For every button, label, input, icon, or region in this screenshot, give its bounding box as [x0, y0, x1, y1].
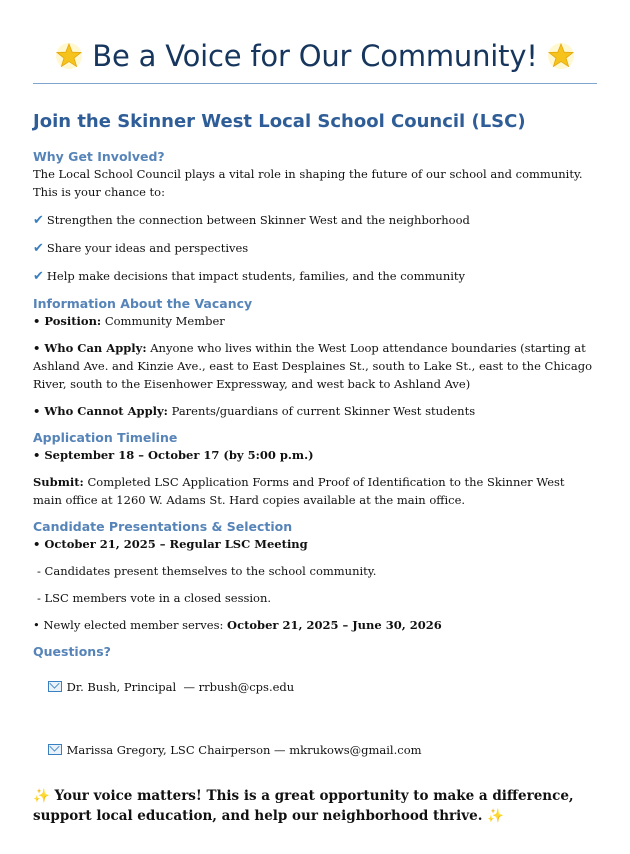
sparkles-icon: ✨: [487, 808, 504, 824]
can-apply-label: Who Can Apply:: [44, 341, 147, 355]
timeline-heading: Application Timeline: [33, 430, 178, 445]
checkmark-icon: ✔: [33, 213, 44, 228]
contact-line: Marissa Gregory, LSC Chairperson — mkrukows@gmail.com: [33, 723, 597, 777]
can-apply-value: Anyone who lives within the West Loop attendance boundaries (starting at Ashland Ave. and Kinzie Ave., east to East Desplaines St., south to Lake St., east to the Chicago River, south to the Eisenhower Expressway, and west back to Ashland Ave): [33, 341, 592, 391]
main-heading: Join the Skinner West Local School Council (LSC): [33, 111, 526, 132]
closing-message: ✨ Your voice matters! This is a great opportunity to make a difference, support local education, and help our neighborhood thrive. ✨: [33, 788, 574, 824]
checkmark-icon: ✔: [33, 241, 44, 256]
why-heading: Why Get Involved?: [33, 149, 165, 164]
can-apply-line: • Who Can Apply: Anyone who lives within the West Loop attendance boundaries (starting at Ashland Ave. and Kinzie Ave., east to East Desplaines St., south to Lake St., east to the Chicago River, south to the Eisenhower Expressway, and west back to Ashland Ave): [33, 341, 592, 391]
submit-label: Submit:: [33, 475, 84, 489]
step-item: - Candidates present themselves to the school community.: [37, 564, 377, 578]
benefit-item: ✔ Help make decisions that impact students, families, and the community: [33, 269, 466, 284]
title-divider: [33, 83, 597, 84]
timeline-dates: • September 18 – October 17 (by 5:00 p.m.): [33, 448, 314, 462]
sparkles-icon: ✨: [33, 788, 50, 804]
page-title: Be a Voice for Our Community!: [92, 39, 538, 73]
star-icon: [546, 41, 576, 71]
position-label: Position:: [44, 314, 102, 328]
submit-value: Completed LSC Application Forms and Proof of Identification to the Skinner West main office at 1260 W. Adams St. Hard copies available at the main office.: [33, 475, 565, 507]
serves-line: • Newly elected member serves: October 21, 2025 – June 30, 2026: [33, 618, 442, 632]
flyer-page: [0, 31, 630, 854]
star-icon: [54, 41, 84, 71]
title-row: [33, 31, 597, 81]
presentations-heading: Candidate Presentations & Selection: [33, 519, 293, 534]
submit-line: [33, 473, 597, 509]
benefit-item: ✔ Strengthen the connection between Skinner West and the neighborhood: [33, 213, 470, 228]
position-line: • Position: Community Member: [33, 314, 225, 328]
step-item: - LSC members vote in a closed session.: [37, 591, 272, 605]
email-icon: [48, 681, 62, 692]
vacancy-heading: Information About the Vacancy: [33, 296, 253, 311]
cannot-apply-line: • Who Cannot Apply: Parents/guardians of current Skinner West students: [33, 404, 476, 418]
questions-heading: Questions?: [33, 644, 111, 659]
position-value: Community Member: [104, 314, 225, 328]
serves-term: October 21, 2025 – June 30, 2026: [227, 618, 442, 632]
benefit-item: ✔ Share your ideas and perspectives: [33, 241, 249, 256]
why-intro: The Local School Council plays a vital role in shaping the future of our school and community. This is your chance to:: [33, 167, 583, 199]
email-icon: [48, 744, 62, 755]
meeting-line: • October 21, 2025 – Regular LSC Meeting: [33, 537, 308, 551]
checkmark-icon: ✔: [33, 269, 44, 284]
serves-prefix: Newly elected member serves:: [43, 618, 224, 632]
cannot-apply-label: Who Cannot Apply:: [44, 404, 168, 418]
cannot-apply-value: Parents/guardians of current Skinner West students: [171, 404, 476, 418]
contact-line: Dr. Bush, Principal — rrbush@cps.edu: [33, 660, 597, 714]
